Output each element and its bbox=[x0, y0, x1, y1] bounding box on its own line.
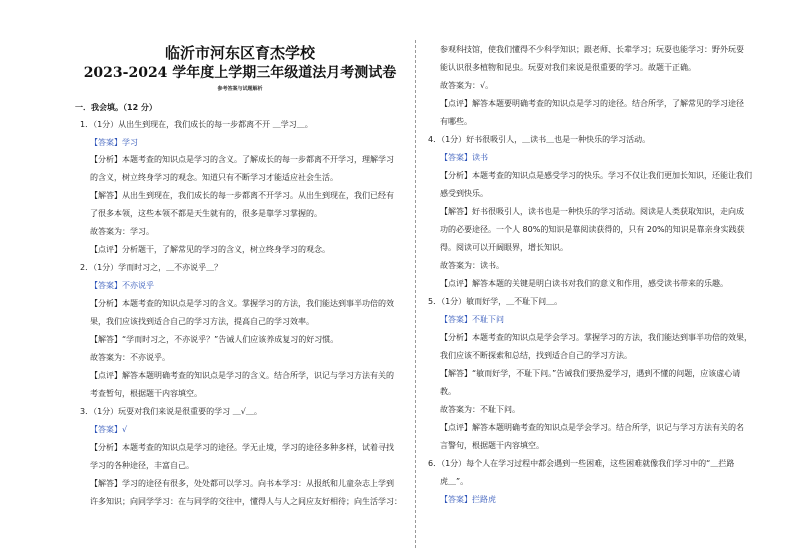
q1-explain-1: 【解答】从出生到现在，我们成长的每一步都离不开学习。从出生到现在，我们已经有 bbox=[90, 191, 394, 200]
q1-final: 故答案为：学习。 bbox=[90, 227, 154, 236]
q4-explain-1: 【解答】好书很吸引人，读书也是一种快乐的学习活动。阅读是人类获取知识，走向成 bbox=[440, 207, 744, 216]
q3-stem: 3．（1分）玩耍对我们来说是很重要的学习 ＿√＿。 bbox=[80, 407, 262, 416]
q2-comment-1: 【点评】解答本题明确考查的知识点是学习的含义。结合所学，识记与学习方法有关的 bbox=[90, 371, 394, 380]
q3-explain-4: 能认识很多植物和昆虫。玩耍对我们来说是很重要的学习。故题干正确。 bbox=[440, 63, 696, 72]
q3-comment-1: 【点评】解答本题要明确考查的知识点是学习的途径。结合所学，了解常见的学习途径 bbox=[440, 99, 744, 108]
q5-analysis-1: 【分析】本题考查的知识点是学会学习。掌握学习的方法，我们能达到事半功倍的效果， bbox=[440, 333, 752, 342]
column-divider bbox=[415, 40, 416, 548]
exam-title: 2023-2024 学年度上学期三年级道法月考测试卷 bbox=[83, 65, 397, 81]
q3-final: 故答案为：√。 bbox=[440, 81, 494, 90]
q6-stem-1: 6．（1分）每个人在学习过程中都会遇到一些困难，这些困难就像我们学习中的“＿拦路 bbox=[428, 459, 735, 468]
q5-comment-2: 言警句，根据题干内容填空。 bbox=[440, 441, 544, 450]
q5-explain-1: 【解答】“敏而好学，不耻下问。”告诫我们要热爱学习，遇到不懂的问题，应该虚心请 bbox=[440, 369, 741, 378]
q5-final: 故答案为：不耻下问。 bbox=[440, 405, 520, 414]
q2-stem: 2．（1分）学而时习之，＿不亦说乎＿？ bbox=[80, 263, 223, 272]
q1-answer: 【答案】学习 bbox=[90, 138, 138, 147]
q5-analysis-2: 我们应该不断探索和总结，找到适合自己的学习方法。 bbox=[440, 351, 632, 360]
q3-explain-2: 许多知识；向同学学习：在与同学的交往中，懂得人与人之间应友好相待；向生活学习： bbox=[90, 497, 402, 506]
q3-comment-2: 有哪些。 bbox=[440, 117, 472, 126]
q1-analysis-2: 的含义，树立终身学习的观念。知道只有不断学习才能适应社会生活。 bbox=[90, 173, 338, 182]
q4-explain-2: 功的必要途径。一个人 80%的知识是靠阅读获得的，只有 20%的知识是靠亲身实践获 bbox=[440, 225, 745, 234]
q4-final: 故答案为：读书。 bbox=[440, 261, 504, 270]
q1-analysis-1: 【分析】本题考查的知识点是学习的含义。了解成长的每一步都离不开学习，理解学习 bbox=[90, 155, 394, 164]
section-heading: 一．我会填。（12 分） bbox=[75, 103, 157, 112]
q5-answer: 【答案】不耻下问 bbox=[440, 315, 504, 324]
q3-answer: 【答案】√ bbox=[90, 425, 128, 434]
q2-final: 故答案为：不亦说乎。 bbox=[90, 353, 170, 362]
subtitle: 参考答案与试题解析 bbox=[217, 86, 263, 92]
q5-explain-2: 教。 bbox=[440, 387, 456, 396]
q3-explain-3: 参观科技馆，使我们懂得不少科学知识；跟老师、长辈学习；玩耍也能学习：野外玩耍 bbox=[440, 45, 744, 54]
q2-answer: 【答案】不亦说乎 bbox=[90, 281, 154, 290]
q5-comment-1: 【点评】解答本题明确考查的知识点是学会学习。结合所学，识记与学习方法有关的名 bbox=[440, 423, 744, 432]
q4-stem: 4．（1分）好书很吸引人，＿读书＿也是一种快乐的学习活动。 bbox=[428, 135, 651, 144]
q2-analysis-1: 【分析】本题考查的知识点是学习的含义。掌握学习的方法，我们能达到事半功倍的效 bbox=[90, 299, 394, 308]
q2-analysis-2: 果，我们应该找到适合自己的学习方法，提高自己的学习效率。 bbox=[90, 317, 314, 326]
q4-analysis-1: 【分析】本题考查的知识点是感受学习的快乐。学习不仅让我们更加长知识，还能让我们 bbox=[440, 171, 752, 180]
q3-analysis-1: 【分析】本题考查的知识点是学习的途径。学无止境，学习的途径多种多样，试着寻找 bbox=[90, 443, 394, 452]
school-title: 临沂市河东区育杰学校 bbox=[164, 44, 315, 62]
q3-explain-1: 【解答】学习的途径有很多，处处都可以学习。向书本学习：从报纸和儿童杂志上学到 bbox=[90, 479, 394, 488]
q2-explain-1: 【解答】“学而时习之，不亦说乎？”告诫人们应该养成复习的好习惯。 bbox=[90, 335, 339, 344]
q4-comment: 【点评】解答本题的关键是明白读书对我们的意义和作用，感受读书带来的乐趣。 bbox=[440, 279, 728, 288]
q3-analysis-2: 学习的各种途径，丰富自己。 bbox=[90, 461, 194, 470]
q6-answer: 【答案】拦路虎 bbox=[440, 495, 496, 504]
q4-analysis-2: 感受到快乐。 bbox=[440, 189, 488, 198]
q4-answer: 【答案】读书 bbox=[440, 153, 488, 162]
q1-comment: 【点评】分析题干，了解常见的学习的含义，树立终身学习的观念。 bbox=[90, 245, 330, 254]
q2-comment-2: 考查暂句，根据题干内容填空。 bbox=[90, 389, 202, 398]
q5-stem: 5．（1分）敏而好学，＿不耻下问＿。 bbox=[428, 297, 563, 306]
q4-explain-3: 得。阅读可以开阔眼界，增长知识。 bbox=[440, 243, 568, 252]
q1-explain-2: 了很多本领，这些本领不都是天生就有的，很多是靠学习掌握的。 bbox=[90, 209, 322, 218]
q6-stem-2: 虎＿”。 bbox=[440, 477, 469, 486]
q1-stem: 1．（1分）从出生到现在，我们成长的每一步都离不开 ＿学习＿。 bbox=[80, 120, 313, 129]
